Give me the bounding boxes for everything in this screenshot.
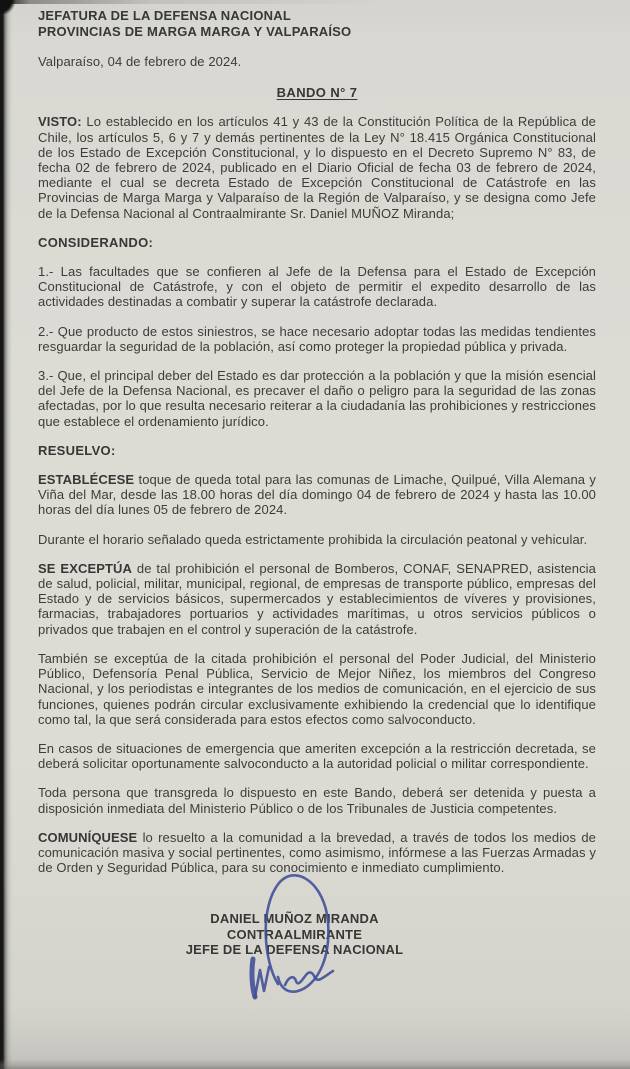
section-heading-resuelvo: RESUELVO:: [38, 442, 116, 458]
scan-edge-left: [0, 0, 12, 1069]
paragraph-se-exceptua: [38, 561, 596, 637]
paragraph-visto: [38, 114, 596, 220]
comuniquese-text: lo resuelto a la comunidad a la brevedad, a través de todos los medios de comunicación masiva y social pertinentes, como asimismo, infórmese a las Fuerzas Armadas y de Orden y Seguridad Pública, para su conocimiento e inmediato cumplimiento.: [38, 829, 596, 876]
establecese-lead: ESTABLÉCESE: [38, 472, 135, 488]
signatory-title: JEFE DE LA DEFENSA NACIONAL: [185, 942, 404, 958]
document-title-text: BANDO N° 7: [276, 85, 358, 101]
considerando-item-1: 1.- Las facultades que se confieren al Jefe de la Defensa para el Estado de Excepción Constitucional de Catástrofe, y con el objeto de permitir el expedito desarrollo de las actividades destinadas a combatir y superar la catástrofe declarada.: [38, 264, 596, 310]
considerando-item-2: 2.- Que producto de estos siniestros, se hace necesario adoptar todas las medidas tendientes resguardar la seguridad de la población, así como proteger la propiedad pública y privada.: [38, 323, 596, 354]
paragraph-comuniquese: [38, 830, 596, 876]
signatory-name: DANIEL MUÑOZ MIRANDA: [210, 911, 379, 927]
establecese-text: toque de queda total para las comunas de Limache, Quilpué, Villa Alemana y Viña del Mar, desde las 18.00 horas del día domingo 04 de febrero de 2024 y hasta las 10.00 horas del día lunes 05 de febrero de 2024.: [38, 472, 596, 518]
header-line-1: JEFATURA DE LA DEFENSA NACIONAL: [38, 8, 291, 23]
signature-block: [38, 911, 596, 958]
paragraph-durante: Durante el horario señalado queda estrictamente prohibida la circulación peatonal y vehicular.: [38, 531, 588, 547]
scan-edge-bottom: [0, 1059, 630, 1069]
document-title: [38, 85, 596, 100]
se-exceptua-lead: SE EXCEPTÚA: [38, 560, 133, 576]
se-exceptua-text: de tal prohibición el personal de Bomberos, CONAF, SENAPRED, asistencia de salud, policial, militar, municipal, regional, de empresas de transporte público, empresas del Estado y de servicios básicos, supermercados y establecimientos de víveres y provisiones, farmacias, trabajadores portuarios y actividades marítimas, u otros servicios públicos o privados que trabajen en el control y superación de la catástrofe.: [38, 560, 596, 637]
paragraph-tambien: También se exceptúa de la citada prohibición el personal del Poder Judicial, del Ministerio Público, Defensoría Penal Pública, Servicio de Mejor Niñez, los miembros del Congreso Nacional, y los periodistas e integrantes de los medios de comunicación, en el ejercicio de sus funciones, quienes podrán circular exclusivamente exhibiendo la credencial que lo identifique como tal, la que será considerada para estos efectos como salvoconducto.: [38, 650, 596, 727]
paragraph-toda-persona: Toda persona que transgreda lo dispuesto en este Bando, deberá ser detenida y puesta a disposición inmediata del Ministerio Público o de los Tribunales de Justicia competentes.: [38, 785, 596, 816]
comuniquese-lead: COMUNÍQUESE: [38, 829, 138, 845]
scan-corner-top-left: [0, 0, 16, 14]
visto-text: Lo establecido en los artículos 41 y 43 de la Constitución Política de la República de Chile, los artículos 5, 6 y 7 y demás pertinentes de la Ley N° 18.415 Orgánica Constitucional de los Estado de Excepción Constitucional, y lo dispuesto en el Decreto Supremo N° 83, de fecha 02 de febrero de 2024, publicado en el Diario Oficial de fecha 03 de febrero de 2024, mediante el cual se decreta Estado de Excepción Constitucional de Catástrofe en las Provincias de Marga Marga y Valparaíso de la Región de Valparaíso, y se designa como Jefe de la Defensa Nacional al Contraalmirante Sr. Daniel MUÑOZ Miranda;: [38, 114, 596, 221]
document-header: [38, 8, 596, 40]
date-line: Valparaíso, 04 de febrero de 2024.: [38, 54, 242, 69]
visto-lead: VISTO:: [38, 114, 82, 130]
scan-edge-top: [0, 0, 378, 4]
paragraph-en-casos: En casos de situaciones de emergencia que ameriten excepción a la restricción decretada, se deberá solicitar oportunamente salvoconducto a la autoridad policial o militar correspondiente.: [38, 740, 596, 772]
section-heading-considerando: CONSIDERANDO:: [38, 234, 154, 250]
signatory-rank: CONTRAALMIRANTE: [226, 926, 363, 942]
paragraph-establecese: [38, 472, 596, 518]
header-line-2: PROVINCIAS DE MARGA MARGA Y VALPARAÍSO: [38, 24, 352, 39]
considerando-item-3: 3.- Que, el principal deber del Estado es dar protección a la población y que la misión esencial del Jefe de la Defensa Nacional, es precaver el daño o peligro para la seguridad de las zonas afectadas, por lo que resulta necesario reiterar a la ciudadanía las prohibiciones y restricciones que establece el ordenamiento jurídico.: [38, 368, 596, 429]
